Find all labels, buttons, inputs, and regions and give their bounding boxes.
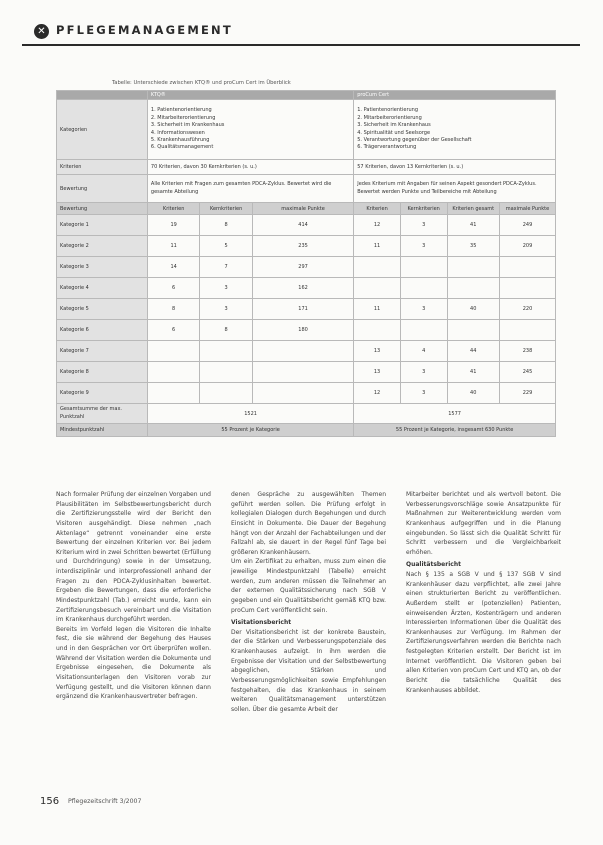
- category-item: 5. Verantwortung gegenüber der Gesellschaft: [357, 136, 472, 143]
- category-item: 3. Sicherheit im Krankenhaus: [150, 122, 225, 129]
- care-cross-icon: ✕: [34, 24, 49, 39]
- table-cell: [447, 257, 499, 278]
- procum-min: 55 Prozent je Kategorie, insgesamt 630 Punkte: [354, 424, 556, 437]
- paragraph: Nach § 135 a SGB V und § 137 SGB V sind Krankenhäuser dazu verpflichtet, alle zwei Jahre einen strukturierten Bericht zu veröffentlichen. Außerdem stellt er (potenziellen) Patienten, einweisenden Ärzten, Kostenträgern und anderen Interessierten Informationen über die Qualität des Krankenhauses zur Verfügung. Im Rahmen der Zertifizierungsverfahren werden die Berichte nach festgelegten Kriterien erstellt. Der Bericht ist im Internet veröffentlicht. Die Visitoren geben bei allen Kriterien von proCum Cert und KTQ an, ob der Bericht die tatsächliche Qualität des Krankenhauses abbildet.: [406, 571, 561, 694]
- comparison-table: [56, 90, 556, 437]
- subheader: maximale Punkte: [252, 203, 353, 215]
- table-cell: [252, 383, 353, 404]
- table-cell: 40: [447, 383, 499, 404]
- row-label: Kategorie 5: [57, 299, 148, 320]
- table-cell: 414: [252, 215, 353, 236]
- table-cell: 245: [499, 362, 555, 383]
- procum-kriterien: 57 Kriterien, davon 13 Kernkriterien (s. u.): [354, 160, 556, 175]
- table-cell: 13: [354, 362, 401, 383]
- table-cell: 7: [200, 257, 252, 278]
- table-cell: [447, 320, 499, 341]
- subheader: Kernkriterien: [200, 203, 252, 215]
- table-cell: [400, 320, 447, 341]
- procum-bewertung: Jedes Kriterium mit Angaben für seinen Aspekt gesondert PDCA-Zyklus. Bewertet werden Punkte und Teilbereiche mit Abteilung: [354, 175, 556, 203]
- table-cell: [354, 320, 401, 341]
- subheader: Kernkriterien: [400, 203, 447, 215]
- table-cell: 44: [447, 341, 499, 362]
- row-label-total: Gesamtsumme der max. Punktzahl: [57, 404, 148, 424]
- table-row: [57, 320, 556, 341]
- table-cell: [400, 278, 447, 299]
- table-cell: 40: [447, 299, 499, 320]
- paragraph: Um ein Zertifikat zu erhalten, muss zum einen die jeweilige Mindestpunktzahl (Tabelle) erreicht werden, zum anderen müssen die Teilnehmer an der externen Qualitätssicherung nach SGB V gegeben und ein Qualitätsbericht gemäß KTQ bzw. proCum Cert veröffentlicht sein.: [231, 558, 386, 614]
- paragraph: Nach formaler Prüfung der einzelnen Vorgaben und Plausibilitäten im Selbstbewertungsbericht durch die Zertifizierungsstelle wird der Bericht den Visitoren ausgehändigt. Diese nehmen „nach Aktenlage“ getrennt voneinander eine erste Bewertung der einzelnen Kriterien vor. Bei jedem Kriterium wird in zwei Schritten bewertet (Erfüllung und Durchdringung) sowie in der Umsetzung, interdisziplinär und interprofessionell anhand der Fragen zu den PDCA-Zyklusinhalten bewertet. Ergeben die Bewertungen, dass die erforderliche Mindestpunktzahl (Tab.) erreicht wurde, kann ein Zertifizierungsbesuch vereinbart und die Visitation im Krankenhaus durchgeführt werden.: [56, 491, 211, 624]
- table-cell: 13: [354, 341, 401, 362]
- table-cell: 4: [400, 341, 447, 362]
- article-column-1: [56, 490, 211, 702]
- category-item: 4. Informationswesen: [150, 129, 205, 136]
- category-item: 1. Patientenorientierung: [150, 107, 212, 114]
- row-label: Kategorie 8: [57, 362, 148, 383]
- category-item: 5. Krankenhausführung: [150, 136, 210, 143]
- table-cell: 180: [252, 320, 353, 341]
- table-row: [57, 299, 556, 320]
- row-label-kategorien: Kategorien: [57, 100, 148, 160]
- table-cell: 14: [147, 257, 199, 278]
- table-cell: 3: [400, 383, 447, 404]
- table-cell: 41: [447, 215, 499, 236]
- page-number: 156: [40, 796, 60, 807]
- table-row: [57, 383, 556, 404]
- table-cell: 162: [252, 278, 353, 299]
- ktq-kriterien: 70 Kriterien, davon 30 Kernkriterien (s. u.): [147, 160, 353, 175]
- table-cell: 3: [400, 215, 447, 236]
- table-cell: [354, 257, 401, 278]
- table-cell: 209: [499, 236, 555, 257]
- subheader-label: Bewertung: [57, 203, 148, 215]
- ktq-bewertung: Alle Kriterien mit Fragen zum gesamten PDCA-Zyklus. Bewertet wird die gesamte Abteilung: [147, 175, 353, 203]
- row-label: Kategorie 7: [57, 341, 148, 362]
- table-cell: 3: [400, 299, 447, 320]
- table-cell: [200, 362, 252, 383]
- table-cell: 11: [147, 236, 199, 257]
- table-cell: [499, 320, 555, 341]
- article-body: [56, 490, 562, 825]
- row-label: Kategorie 3: [57, 257, 148, 278]
- table-cell: 41: [447, 362, 499, 383]
- subheader: Kriterien: [354, 203, 401, 215]
- table-cell: 235: [252, 236, 353, 257]
- table-cell: 3: [400, 236, 447, 257]
- table-cell: 238: [499, 341, 555, 362]
- row-label-bewertung: Bewertung: [57, 175, 148, 203]
- table-row: [57, 278, 556, 299]
- category-item: 2. Mitarbeiterorientierung: [150, 114, 216, 121]
- row-label: Kategorie 1: [57, 215, 148, 236]
- article-column-2: [231, 490, 386, 714]
- category-item: 3. Sicherheit im Krankenhaus: [357, 122, 431, 129]
- table-cell: 171: [252, 299, 353, 320]
- article-column-3: [406, 490, 561, 695]
- table-cell: [147, 362, 199, 383]
- table-cell: [499, 257, 555, 278]
- table-cell: 35: [447, 236, 499, 257]
- table-cell: 8: [200, 215, 252, 236]
- header-procum: proCum Cert: [354, 91, 556, 100]
- table-cell: 6: [147, 320, 199, 341]
- procum-total: 1577: [354, 404, 556, 424]
- row-label: Kategorie 6: [57, 320, 148, 341]
- row-label: Kategorie 9: [57, 383, 148, 404]
- table-cell: 8: [200, 320, 252, 341]
- section-header: [22, 18, 580, 46]
- table-cell: 249: [499, 215, 555, 236]
- table-cell: [252, 341, 353, 362]
- paragraph: Der Visitationsbericht ist der konkrete Baustein, der die Stärken und Verbesserungspotenziale des Krankenhauses aufzeigt. In ihm werden die Ergebnisse der Visitation und der Selbstbewertung abgeglichen, Stärken und Verbesserungsmöglichkeiten sowie Empfehlungen festgehalten, die das Krankenhaus in seinem weiteren Qualitätsmanagement unterstützen sollen. Über die gesamte Arbeit der: [231, 628, 386, 713]
- paragraph: Bereits im Vorfeld legen die Visitoren die Inhalte fest, die sie während der Begehung des Hauses und in den Gesprächen vor Ort überprüfen wollen. Während der Visitation werden die Dokumente und Ergebnisse eingesehen, die Dokumente als Visitationsunterlagen den Visitoren vorab zur Verfügung gestellt, und die Visitoren können dann ergänzend die Krankenhausvertreter befragen.: [56, 625, 211, 701]
- table-caption: Tabelle: Unterschiede zwischen KTQ® und proCum Cert im Überblick: [112, 80, 291, 86]
- category-item: 1. Patientenorientierung: [357, 107, 419, 114]
- table-row: [57, 341, 556, 362]
- table-cell: 11: [354, 236, 401, 257]
- paragraph: denen Gespräche zu ausgewählten Themen geführt werden sollen. Die Prüfung erfolgt in kollegialen Dialogen durch Begehungen und durch Einsicht in Dokumente. Die Dauer der Begehung hängt von der Anzahl der Fachabteilungen und der Fallzahl ab, sie dauert in der Regel fünf Tage bei größeren Krankenhäusern.: [231, 491, 386, 556]
- subheader: Kriterien gesamt: [447, 203, 499, 215]
- table-cell: 229: [499, 383, 555, 404]
- ktq-total: 1521: [147, 404, 353, 424]
- category-item: 6. Trägerverantwortung: [357, 144, 417, 151]
- procum-categories: [354, 100, 556, 160]
- subheader: Kriterien: [147, 203, 199, 215]
- subheader: maximale Punkte: [499, 203, 555, 215]
- table-cell: 3: [200, 278, 252, 299]
- table-cell: [252, 362, 353, 383]
- ktq-categories: [147, 100, 353, 160]
- table-row: [57, 257, 556, 278]
- row-label: Kategorie 4: [57, 278, 148, 299]
- table-cell: [200, 341, 252, 362]
- table-row: [57, 215, 556, 236]
- table-row: [57, 236, 556, 257]
- table-cell: 220: [499, 299, 555, 320]
- table-cell: [200, 383, 252, 404]
- table-cell: [447, 278, 499, 299]
- journal-name: Pflegezeitschrift 3/2007: [68, 798, 142, 805]
- section-title: PFLEGEMANAGEMENT: [56, 23, 233, 37]
- table-cell: 3: [400, 362, 447, 383]
- table-cell: 6: [147, 278, 199, 299]
- ktq-min: 55 Prozent je Kategorie: [147, 424, 353, 437]
- table-cell: 297: [252, 257, 353, 278]
- row-label: Kategorie 2: [57, 236, 148, 257]
- table-cell: 12: [354, 215, 401, 236]
- table-cell: 3: [200, 299, 252, 320]
- row-label-kriterien: Kriterien: [57, 160, 148, 175]
- header-ktq: KTQ®: [147, 91, 353, 100]
- table-cell: [354, 278, 401, 299]
- table-cell: 11: [354, 299, 401, 320]
- table-row: [57, 362, 556, 383]
- table-cell: 8: [147, 299, 199, 320]
- table-cell: 5: [200, 236, 252, 257]
- table-cell: 12: [354, 383, 401, 404]
- subheading-visitationsbericht: Visitationsbericht: [231, 619, 292, 627]
- row-label-min: Mindestpunktzahl: [57, 424, 148, 437]
- category-item: 2. Mitarbeiterorientierung: [357, 114, 422, 121]
- table-cell: [400, 257, 447, 278]
- table-cell: [499, 278, 555, 299]
- subheading-qualitaetsbericht: Qualitätsbericht: [406, 561, 461, 569]
- table-cell: [147, 341, 199, 362]
- category-item: 4. Spiritualität und Seelsorge: [357, 129, 431, 136]
- category-item: 6. Qualitätsmanagement: [150, 144, 214, 151]
- paragraph: Mitarbeiter berichtet und als wertvoll betont. Die Verbesserungsvorschläge sowie Ansatzpunkte für Maßnahmen zur Weiterentwicklung werden vom Krankenhaus aufgegriffen und in die Planung eingebunden. So lässt sich die Qualität Schritt für Schritt verbessern und die Vergleichbarkeit erhöhen.: [406, 491, 561, 556]
- table-cell: 19: [147, 215, 199, 236]
- table-cell: [147, 383, 199, 404]
